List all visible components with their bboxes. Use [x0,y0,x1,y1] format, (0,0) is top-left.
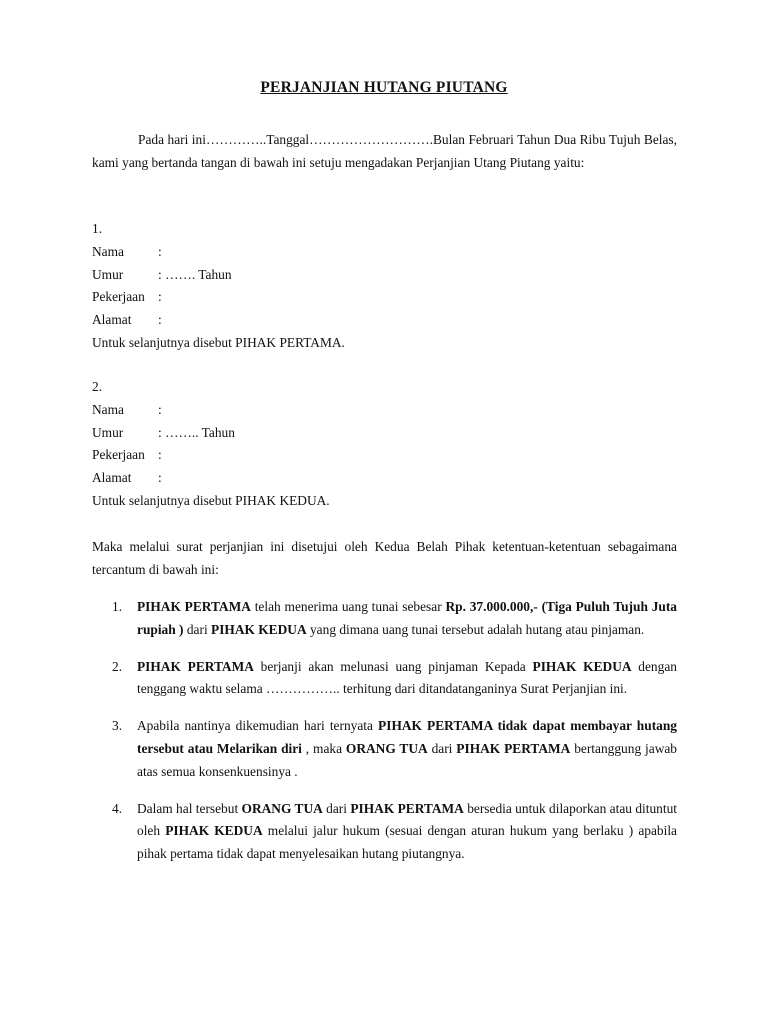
clause-text [137,596,677,642]
party-note: Untuk selanjutnya disebut PIHAK KEDUA. [92,492,330,508]
clause-text-part: PIHAK PERTAMA [137,599,251,614]
clause-text [137,798,677,866]
clause-text-part: Apabila nantinya dikemudian hari ternyata [137,718,379,734]
field-label: Pekerjaan [92,447,145,463]
party-note: Untuk selanjutnya disebut PIHAK PERTAMA. [92,334,345,350]
field-row-nama [92,399,677,422]
party-number: 2. [92,379,103,394]
field-value: : [158,401,162,417]
clause-number: 2. [112,658,123,674]
clause-item [92,656,677,702]
field-row-alamat [92,309,677,332]
field-value: : [158,447,162,463]
clause-text-part: ORANG TUA [241,800,323,816]
party-second [92,376,677,513]
field-row-umur [92,422,677,445]
clause-text-part: bersedia untuk dilaporkan atau dituntut oleh [137,800,678,839]
party-number: 1. [92,221,103,236]
field-row-alamat [92,467,677,490]
field-label: Nama [92,401,124,417]
field-row-umur [92,264,677,287]
clause-text-part: , maka [301,740,346,756]
clause-text-part: dari [427,740,457,756]
clause-number: 1. [112,599,123,614]
clause-list [92,596,677,880]
clause-text [137,715,677,783]
field-label: Pekerjaan [92,289,145,305]
field-value: : [158,312,162,328]
intro-text: Pada hari ini…………..Tanggal……………………….Bulan Februari Tahun Dua Ribu Tujuh Belas, kami yang bertanda tangan di bawah ini setuju mengadakan Perjanjian Utang Piutang yaitu: [92,132,677,170]
field-value: : [158,243,162,259]
clause-number: 4. [112,800,123,816]
clause-text [137,656,677,702]
clause-text-part: dengan tenggang waktu selama …………….. terhitung dari ditandatanganinya Surat Perjanjian ini. [137,658,677,697]
field-row-pekerjaan [92,444,677,467]
clause-text-part: PIHAK KEDUA [532,658,632,674]
clause-text-part: bertanggung jawab atas semua konsenkuensinya . [137,740,677,779]
clause-text-part: PIHAK PERTAMA tidak dapat membayar hutang tersebut atau Melarikan diri [137,718,677,756]
party-first [92,218,677,355]
clause-text-part: melalui jalur hukum (sesuai dengan aturan hukum yang berlaku ) apabila pihak pertama tidak dapat menyelesaikan hutang piutangnya. [137,823,677,862]
clause-text-part: telah menerima uang tunai sebesar [250,599,446,614]
clause-text-part: ORANG TUA [345,740,428,756]
field-value: : ……. Tahun [158,266,232,282]
intro-paragraph [92,129,677,175]
clause-text-part: Rp. 37.000.000,- (Tiga Puluh Tujuh Juta rupiah ) [137,599,678,637]
clause-text-part: PIHAK KEDUA [211,621,307,637]
field-value: : [158,289,162,305]
document-title: PERJANJIAN HUTANG PIUTANG [260,79,508,96]
clause-text-part: dari [183,621,212,637]
field-label: Nama [92,243,124,259]
clause-text-part: PIHAK PERTAMA [456,740,571,756]
field-value: : [158,470,162,486]
clause-item [92,596,677,642]
clause-number: 3. [112,718,123,734]
clause-item [92,715,677,783]
field-row-pekerjaan [92,286,677,309]
field-label: Umur [92,424,124,440]
field-value: : …….. Tahun [158,424,235,440]
clause-text-part: PIHAK KEDUA [165,823,263,839]
clause-text-part: yang dimana uang tunai tersebut adalah hutang atau pinjaman. [306,621,645,637]
clause-text-part: Dalam hal tersebut [137,800,242,816]
clause-text-part: berjanji akan melunasi uang pinjaman Kepada [253,658,533,674]
clause-text-part: PIHAK PERTAMA [350,800,464,816]
field-label: Alamat [92,312,132,328]
field-row-nama [92,241,677,264]
field-label: Umur [92,266,124,282]
clause-text-part: dari [322,800,351,816]
clause-item [92,798,677,866]
clause-text-part: PIHAK PERTAMA [137,658,254,674]
field-label: Alamat [92,470,132,486]
closing-paragraph: Maka melalui surat perjanjian ini disetujui oleh Kedua Belah Pihak ketentuan-ketentuan sebagaimana tercantum di bawah ini: [92,539,677,577]
